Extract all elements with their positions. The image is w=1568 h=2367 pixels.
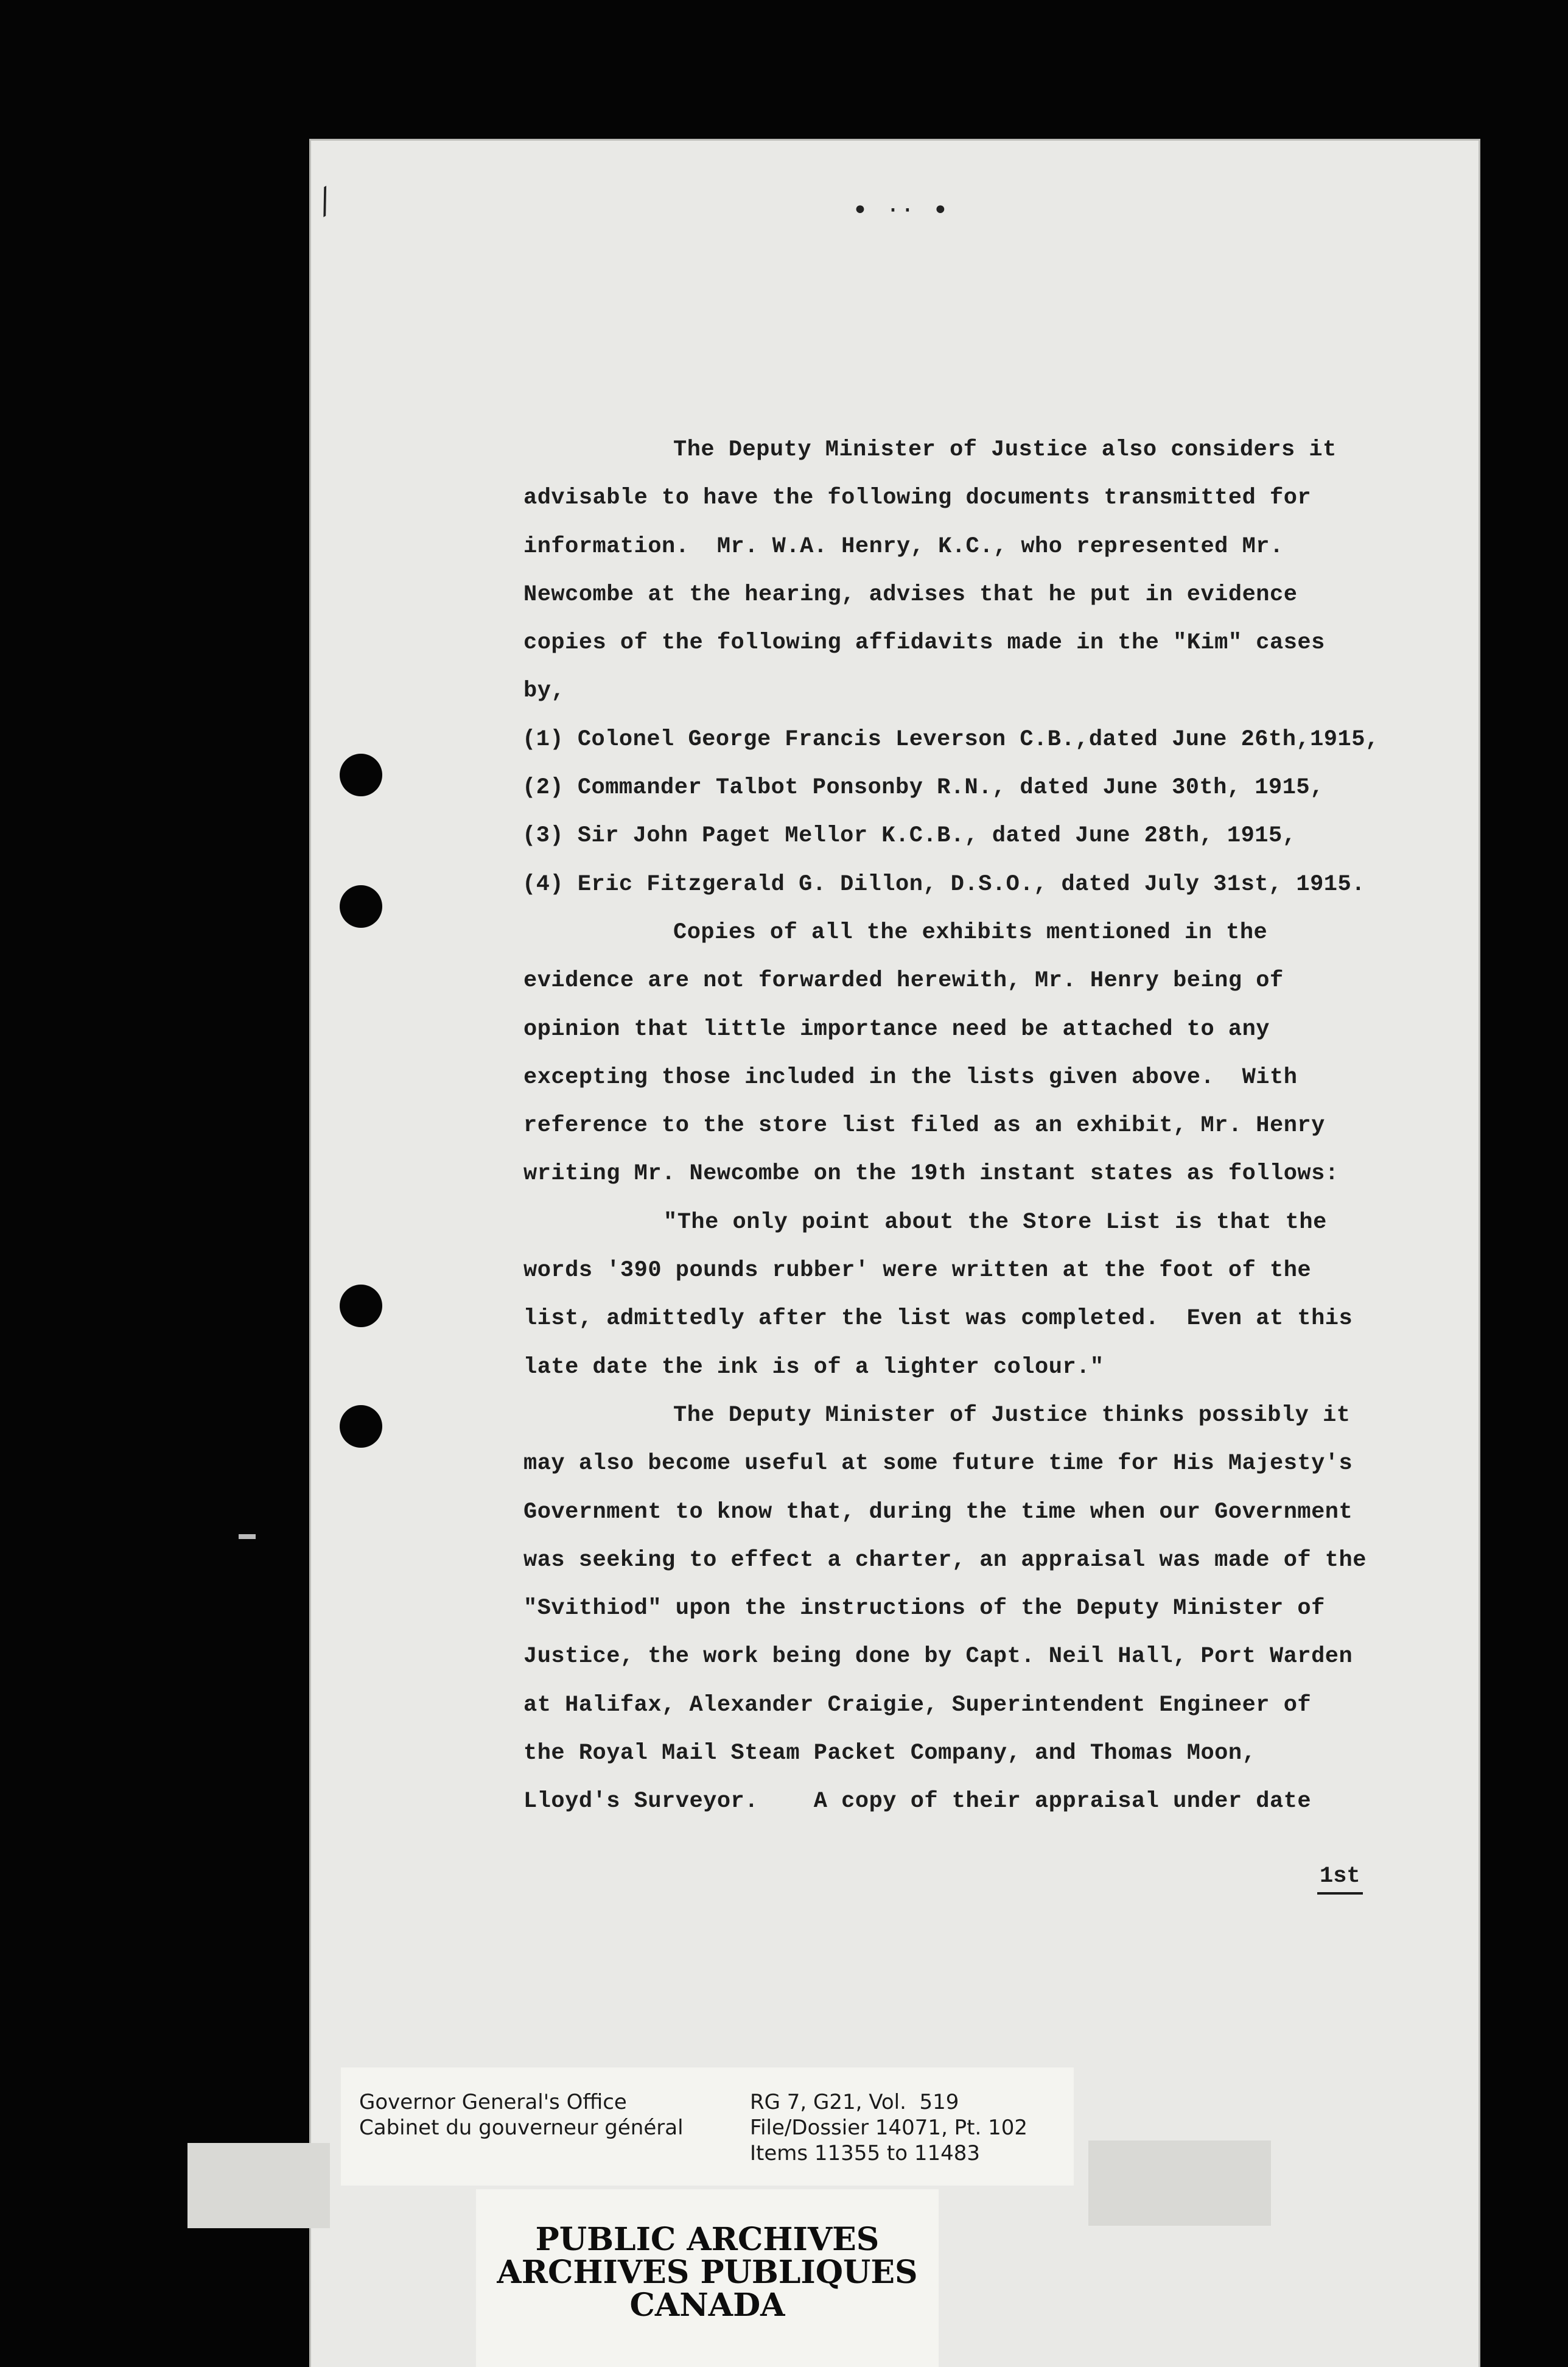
stamp-line: ARCHIVES PUBLIQUES <box>497 2254 918 2291</box>
body-line: information. Mr. W.A. Henry, K.C., who represented Mr. <box>523 533 1284 559</box>
body-line: Newcombe at the hearing, advises that he put in evidence <box>523 581 1298 608</box>
label-office-en: Governor General's Office <box>359 2090 627 2114</box>
quote-line: "The only point about the Store List is that the <box>663 1209 1327 1235</box>
film-tab-left <box>187 2143 330 2228</box>
label-reference <box>750 2089 1027 2166</box>
body-line: The Deputy Minister of Justice thinks possibly it <box>673 1402 1351 1428</box>
label-file: File/Dossier 14071, Pt. 102 <box>750 2116 1028 2140</box>
body-line: by, <box>523 678 565 704</box>
body-line: Justice, the work being done by Capt. Neil Hall, Port Warden <box>523 1644 1353 1670</box>
stamp-line: CANADA <box>629 2287 785 2324</box>
label-office <box>359 2089 684 2141</box>
body-line: Copies of all the exhibits mentioned in the <box>673 919 1268 945</box>
film-tab-right <box>1088 2141 1271 2226</box>
body-line: copies of the following affidavits made in the "Kim" cases <box>523 630 1325 656</box>
stamp-line: PUBLIC ARCHIVES <box>535 2221 880 2258</box>
body-line: opinion that little importance need be attached to any <box>523 1016 1270 1042</box>
body-line: excepting those included in the lists given above. With <box>523 1064 1298 1090</box>
affidavit-item: (1) Colonel George Francis Leverson C.B.,dated June 26th,1915, <box>522 726 1379 752</box>
catchword: 1st <box>1317 1863 1363 1895</box>
label-office-fr: Cabinet du gouverneur général <box>359 2116 684 2140</box>
body-line: Lloyd's Surveyor. A copy of their appraisal under date <box>523 1789 1312 1815</box>
body-line: The Deputy Minister of Justice also considers it <box>673 437 1337 463</box>
body-line: at Halifax, Alexander Craigie, Superintendent Engineer of <box>523 1692 1312 1718</box>
body-line: the Royal Mail Steam Packet Company, and Thomas Moon, <box>523 1741 1256 1767</box>
body-line: writing Mr. Newcombe on the 19th instant states as follows: <box>523 1161 1339 1187</box>
quote-line: list, admittedly after the list was completed. Even at this <box>523 1306 1353 1332</box>
body-line: may also become useful at some future time for His Majesty's <box>523 1451 1353 1477</box>
label-items: Items 11355 to 11483 <box>750 2141 980 2165</box>
corner-pencil-mark: ⁄ <box>313 184 338 221</box>
archives-stamp-card <box>476 2189 939 2367</box>
affidavit-item: (4) Eric Fitzgerald G. Dillon, D.S.O., dated July 31st, 1915. <box>522 871 1365 897</box>
body-line: "Svithiod" upon the instructions of the Deputy Minister of <box>523 1596 1325 1622</box>
punch-hole <box>340 1405 382 1448</box>
affidavit-item: (3) Sir John Paget Mellor K.C.B., dated June 28th, 1915, <box>522 823 1297 849</box>
film-speck <box>239 1534 256 1539</box>
punch-hole <box>340 754 382 796</box>
punch-hole <box>340 885 382 928</box>
document-body <box>523 426 1449 1826</box>
affidavit-item: (2) Commander Talbot Ponsonby R.N., dated June 30th, 1915, <box>522 775 1324 801</box>
body-line: evidence are not forwarded herewith, Mr. Henry being of <box>523 968 1284 994</box>
quote-line: words '390 pounds rubber' were written at the foot of the <box>523 1258 1312 1284</box>
body-line: reference to the store list filed as an exhibit, Mr. Henry <box>523 1113 1325 1139</box>
label-record-group: RG 7, G21, Vol. 519 <box>750 2090 959 2114</box>
punch-hole <box>340 1285 382 1327</box>
archives-stamp <box>476 2223 939 2322</box>
top-stamp-mark: • ·· • <box>852 195 954 226</box>
body-line: advisable to have the following documents transmitted for <box>523 485 1312 511</box>
body-line: was seeking to effect a charter, an appraisal was made of the <box>523 1547 1367 1573</box>
quote-line: late date the ink is of a lighter colour." <box>523 1354 1104 1380</box>
body-line: Government to know that, during the time when our Government <box>523 1499 1353 1525</box>
archive-reference-label <box>341 2067 1074 2186</box>
